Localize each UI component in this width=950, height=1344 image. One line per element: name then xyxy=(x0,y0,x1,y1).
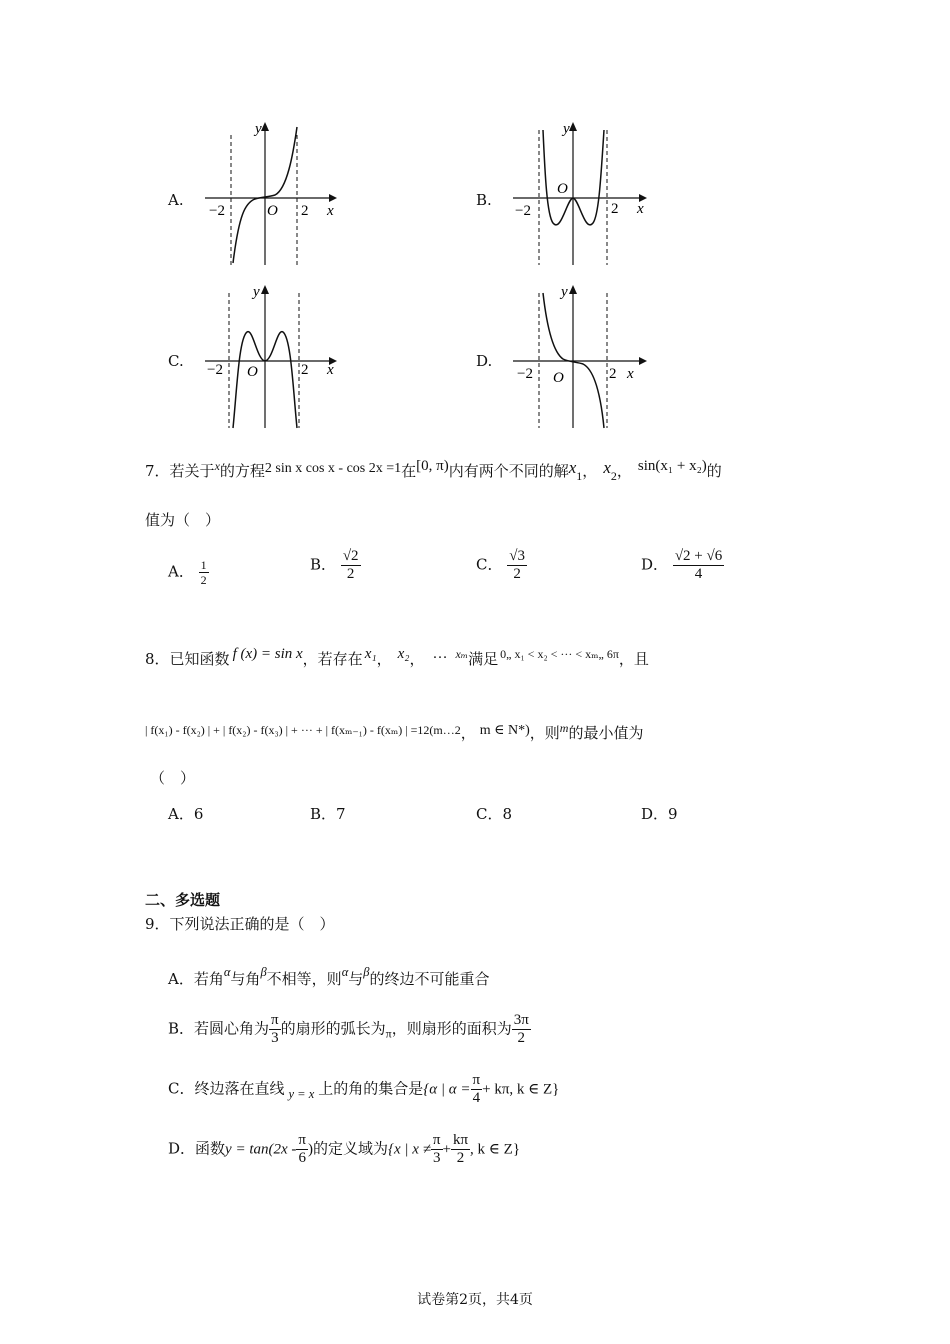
q9-c-line: y = x xyxy=(288,1086,315,1101)
graph-a xyxy=(195,115,345,270)
graph-c-right-tick: 2 xyxy=(301,362,309,378)
graph-a-origin: O xyxy=(267,203,278,219)
q8-func: f (x) = sin x xyxy=(232,646,303,662)
page-footer: 试卷第2页，共4页 xyxy=(417,1292,533,1308)
q7-text-a: 若关于 xyxy=(169,462,215,480)
q8-dots: … xyxy=(432,646,448,662)
q7-text-c: 在 xyxy=(401,462,417,480)
q8-stem: 8．已知函数 f (x) = sin x，若存在 x₁， x₂， … $^{x_m}$满足 $^{0„ x_1 < x_2 < \cdot\cdot\cdot < x_m„ 6\pi}$，且 xyxy=(145,646,649,668)
q8-m-cond: m ∈ N*) xyxy=(479,723,530,738)
q9-d-set-a: {x | x ≠ xyxy=(388,1141,431,1158)
q7-number: 7． xyxy=(145,462,170,480)
graph-b-right-tick: 2 xyxy=(611,201,619,217)
q7-x2-sub: 2 xyxy=(610,469,617,483)
q8-number: 8． xyxy=(145,650,170,668)
graph-b xyxy=(505,115,655,270)
q8-x2: x₂ xyxy=(397,646,410,662)
q9-d-set-b: , k ∈ Z} xyxy=(470,1141,521,1158)
q8-sum-expr: | f(x₁) - f(x₂) | + | f(x₂) - f(x₃) | + ··· + | f(xₘ₋₁) - f(xₘ) | =12(m…2 xyxy=(145,723,461,737)
q7-x2: x xyxy=(603,458,611,477)
graph-a-left-tick: −2 xyxy=(209,203,225,219)
graph-b-x-label: x xyxy=(637,201,644,217)
q7-text-d: 内有两个不同的解 xyxy=(448,462,569,480)
q7-option-d-label: D． xyxy=(641,555,669,574)
q9-d-func-a: y = tan(2x - xyxy=(225,1141,297,1158)
q7-option-c xyxy=(476,548,527,583)
graph-c-origin: O xyxy=(247,364,258,380)
graph-b-left-tick: −2 xyxy=(515,203,531,219)
q9-c-set-a: {α | α = xyxy=(423,1081,471,1098)
q8-option-a: A．6 xyxy=(168,805,204,823)
q9-a-alpha: α xyxy=(223,965,231,979)
graph-a-y-label: y xyxy=(255,121,262,137)
q7-text-e: 的 xyxy=(706,462,722,480)
q7-option-c-label: C． xyxy=(476,555,503,574)
q9-d-frac2: $\frac{\pi}{3}$ xyxy=(432,1132,441,1166)
q9-option-d: D．函数y = tan(2x - $\frac{\pi}{6}$ )的定义域为{x | x ≠ $\frac{\pi}{3}$ + $\frac{k\pi}{2}$ , k ∈ Z} xyxy=(168,1132,521,1166)
q6-option-c-label: C. xyxy=(168,352,184,370)
q8-text-f: 的最小值为 xyxy=(568,724,644,742)
q9-stem xyxy=(145,914,335,934)
q8-var-m: m xyxy=(559,721,569,735)
q7-option-b-fraction: $\frac{√2}{2}$ xyxy=(342,548,359,582)
graph-d xyxy=(505,278,655,433)
graph-a-right-tick: 2 xyxy=(301,203,309,219)
q9-a-beta2: β xyxy=(363,965,370,979)
q9-b-frac2: $\frac{3\pi}{2}$ xyxy=(513,1012,529,1046)
q8-text-e: ，则 xyxy=(529,724,560,742)
q9-option-c: C．终边落在直线 $_{y = x}$ 上的角的集合是{α | α = $\frac{\pi}{4}$ + kπ, k ∈ Z} xyxy=(168,1072,560,1106)
q8-option-d: D．9 xyxy=(641,805,678,823)
graph-d-y-label: y xyxy=(561,284,568,300)
q7-sin-expr: sin(x₁ + x₂) xyxy=(637,458,707,474)
q7-stem: 7．若关于$^x$的方程2 sin x cos x - cos 2x =1在[0, π)内有两个不同的解$x_1$， $x_2$， sin(x₁ + x₂)的 xyxy=(145,458,722,483)
q9-c-set-b: + kπ, k ∈ Z} xyxy=(482,1081,560,1098)
q9-a-alpha2: α xyxy=(341,965,349,979)
q9-option-b: B．若圆心角为 $\frac{\pi}{3}$ 的扇形的弧长为$_\pi$，则扇形的面积为 $\frac{3\pi}{2}$ xyxy=(168,1012,529,1046)
q7-line2: 值为（ ） xyxy=(145,511,221,529)
q6-option-a-label: A. xyxy=(168,191,184,209)
q7-option-c-fraction: $\frac{√3}{2}$ xyxy=(509,548,525,582)
q7-option-a-label: A． xyxy=(168,562,194,581)
q8-option-b: B．7 xyxy=(310,805,346,823)
q7-interval: [0, π) xyxy=(416,458,449,474)
graph-d-left-tick: −2 xyxy=(517,366,533,382)
q9-a-beta: β xyxy=(260,965,267,979)
graph-c-y-label: y xyxy=(253,284,260,300)
q8-xm: xₘ xyxy=(455,647,469,661)
q9-number: 9． xyxy=(145,915,170,933)
graph-c-x-label: x xyxy=(327,362,334,378)
q9-c-frac: $\frac{\pi}{4}$ xyxy=(472,1072,481,1106)
q8-text-b: ，若存在 xyxy=(302,650,363,668)
q8-text-a: 已知函数 xyxy=(169,650,230,668)
q7-equation: 2 sin x cos x - cos 2x =1 xyxy=(264,461,402,476)
graph-d-x-label: x xyxy=(627,366,634,382)
q9-stem-text: 下列说法正确的是（ ） xyxy=(169,915,335,933)
q8-condition: 0„ x₁ < x₂ < ··· < xₘ„ 6π xyxy=(500,647,619,661)
graph-b-origin: O xyxy=(557,181,568,197)
q7-text-b: 的方程 xyxy=(219,462,265,480)
q9-d-frac1: $\frac{\pi}{6}$ xyxy=(298,1132,306,1166)
q9-d-func-b: ) xyxy=(307,1141,313,1158)
graph-c-left-tick: −2 xyxy=(207,362,223,378)
q8-line3: （ ） xyxy=(150,769,196,787)
q8-text-c: 满足 xyxy=(468,650,499,668)
q7-option-a xyxy=(168,558,209,587)
q9-d-frac3: $\frac{k\pi}{2}$ xyxy=(452,1132,469,1166)
q7-option-b xyxy=(310,548,361,583)
q7-option-a-fraction: $\frac{1}{2}$ xyxy=(200,558,207,587)
q6-option-d-label: D. xyxy=(476,352,493,370)
q9-option-a: A．若角$^\alpha$与角$^\beta$不相等，则$^\alpha$与$^\beta$的终边不可能重合 xyxy=(168,965,490,988)
graph-a-x-label: x xyxy=(327,203,334,219)
graph-d-origin: O xyxy=(553,370,564,386)
q7-option-d xyxy=(641,548,724,583)
q8-line2: $^{| f(x_1) - f(x_2) | + | f(x_2) - f(x_3) | + \cdot\cdot\cdot + | f(x_{m-1}) - f(x_m) | =12(m\dots 2}$， m ∈ N*)，则$^m$的最小值为 xyxy=(145,721,644,742)
graph-b-y-label: y xyxy=(563,121,570,137)
q8-x1: x₁ xyxy=(364,646,377,662)
graph-d-right-tick: 2 xyxy=(609,366,617,382)
q9-b-pi: π xyxy=(385,1026,392,1041)
graph-c xyxy=(195,278,345,433)
q6-option-b-label: B. xyxy=(476,191,492,209)
q8-option-c: C．8 xyxy=(476,805,513,823)
q7-option-b-label: B． xyxy=(310,555,337,574)
q7-var-x: x xyxy=(214,459,220,473)
q7-x1: x xyxy=(568,458,577,477)
q9-b-frac1: $\frac{\pi}{3}$ xyxy=(271,1012,279,1046)
q7-option-d-fraction: $\frac{√2 + √6}{4}$ xyxy=(674,548,723,582)
q8-text-d: ，且 xyxy=(618,650,649,668)
section-title: 二、多选题 xyxy=(145,891,221,909)
q7-x1-sub: 1 xyxy=(576,469,583,483)
